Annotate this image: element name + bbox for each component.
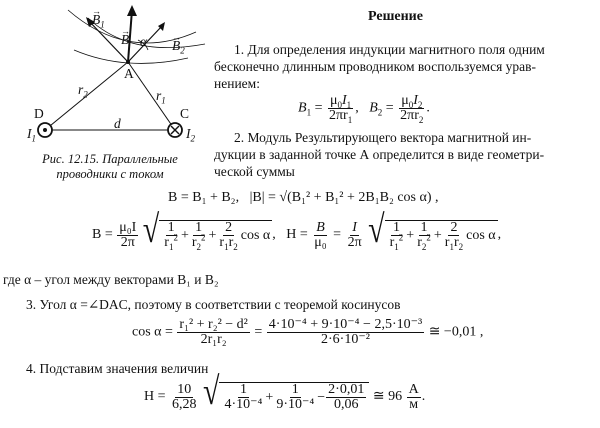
step2-line3: ческой суммы (214, 164, 295, 179)
label-r1: $r_1$ (156, 88, 166, 106)
equation-vector-sum: B = B₁ + B₂, |B| = √(B₁² + B₁² + 2B₁B₂ cos α) , (168, 190, 439, 205)
equation-cos-alpha: cos α = $\frac{\text{r₁² + r₂² − d²}}{\text{2r₁r₂}}$ = $\frac{\text{4·10⁻⁴ + 9·10⁻⁴ − 2,5·10⁻³}}{\text{2·6·10⁻²}}$ ≅ −0,01 , (132, 317, 484, 347)
label-point-a: A (124, 66, 134, 81)
step2-line1: 2. Модуль Результирующего вектора магнитной ин- (234, 130, 532, 145)
step2-line2: дукции в заданной точке А определится в виде геометри- (214, 147, 545, 162)
equation-b1-b2: $B_1$ = $\frac{\mu_0I_1}{2\pi r_1}$ , $B_2$ = $\frac{\mu_0I_2}{2\pi r_2}$ . (298, 93, 430, 125)
step4-text: 4. Подставим значения величин (26, 361, 209, 376)
solution-heading: Решение (368, 9, 423, 24)
label-b: → B (121, 32, 129, 48)
step1-line2: бесконечно длинным проводником воспользуемся урав- (214, 59, 537, 74)
label-point-c: C (180, 106, 190, 121)
label-alpha: α (140, 34, 148, 49)
step1-line3: нением: (214, 76, 260, 91)
figure-caption: Рис. 12.15. Параллельные проводники с током (42, 152, 178, 181)
label-b2: → $B_2$ (172, 38, 185, 54)
label-current-i1: $I_1$ (27, 126, 36, 144)
step3-text: 3. Угол α =∠DAC, поэтому в соответствии с теоремой косинусов (26, 297, 401, 312)
equation-h-value: H = $\frac{10}{6,28}$ √ $\frac{1}{\text{4·10⁻⁴}}$ + $\frac{1}{\text{9·10⁻⁴}}$ − $\frac{2\cdot 0,01}{0,06}$ ≅ 96 $\frac{А}{м}$ . (144, 370, 426, 414)
label-current-i2: $I_2$ (186, 126, 195, 144)
alpha-definition: где α – угол между векторами B₁ и B₂ (3, 272, 219, 287)
label-b1: → $B_1$ (92, 12, 105, 28)
label-point-d: D (34, 106, 44, 121)
step1-line1: 1. Для определения индукции магнитного поля одним (234, 42, 545, 57)
label-r2: $r_2$ (78, 82, 88, 100)
label-distance-d: d (114, 116, 121, 131)
equation-b-and-h: B = $\frac{\text{μ₀I}}{2\pi}$ √ $\frac{1}{r_1^2}$ + $\frac{1}{r_2^2}$ + $\frac{2}{r_1r_2}$ cos α , H = $\frac{B}{\text{μ₀}}$ = $\frac{I}{2\pi}$ √ $\frac{1}{r_1^2}$ + $\frac{1}{r_2^2}$ + $\frac{2}{r_1r_2}$ cos α , (92, 208, 502, 252)
